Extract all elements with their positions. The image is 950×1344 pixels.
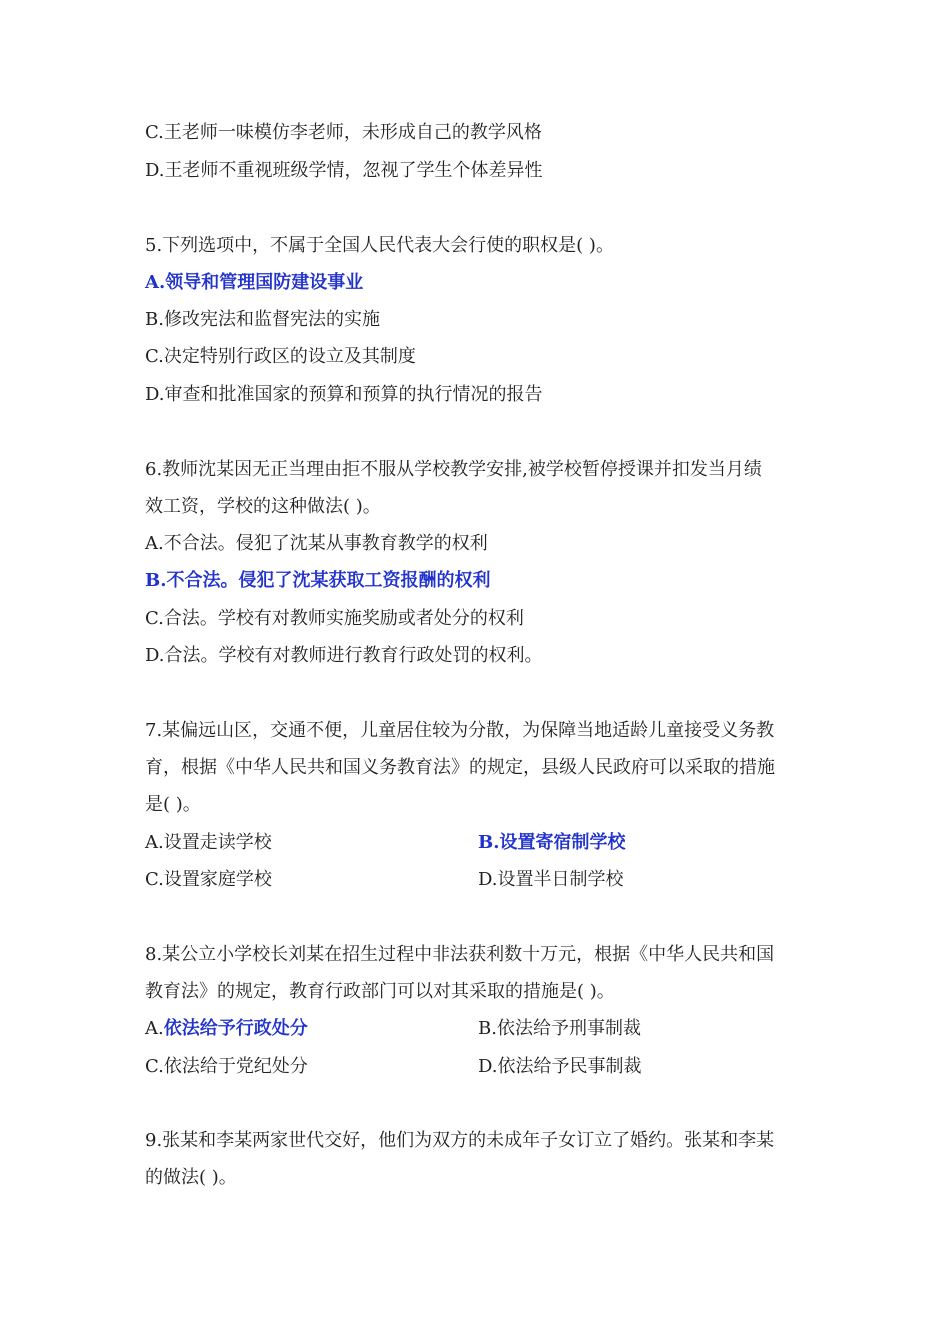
q8-option-a-answer: 依法给予行政处分 bbox=[163, 1018, 308, 1039]
q7-option-a: A.设置走读学校 bbox=[145, 832, 272, 853]
q8-stem-line-2: 教育法》的规定，教育行政部门可以对其采取的措施是( )。 bbox=[145, 981, 615, 1002]
q8-option-c: C.依法给于党纪处分 bbox=[145, 1056, 308, 1077]
q8-option-a bbox=[145, 1017, 308, 1041]
q5-option-a-answer: A.领导和管理国防建设事业 bbox=[145, 272, 364, 293]
q5-option-c: C.决定特别行政区的设立及其制度 bbox=[145, 346, 416, 367]
q5-option-d: D.审查和批准国家的预算和预算的执行情况的报告 bbox=[145, 384, 543, 405]
q9-stem-line-2: 的做法( )。 bbox=[145, 1167, 237, 1188]
q5-option-b: B.修改宪法和监督宪法的实施 bbox=[145, 309, 380, 330]
q7-option-c: C.设置家庭学校 bbox=[145, 869, 272, 890]
q5-stem: 5.下列选项中，不属于全国人民代表大会行使的职权是( )。 bbox=[145, 235, 614, 256]
q8-option-d: D.依法给予民事制裁 bbox=[478, 1056, 642, 1077]
q4-option-c: C.王老师一味模仿李老师，未形成自己的教学风格 bbox=[145, 122, 542, 143]
q7-stem-line-2: 育，根据《中华人民共和国义务教育法》的规定，县级人民政府可以采取的措施 bbox=[145, 757, 775, 778]
q6-stem-line-1: 6.教师沈某因无正当理由拒不服从学校教学安排,被学校暂停授课并扣发当月绩 bbox=[145, 459, 762, 480]
q7-option-d: D.设置半日制学校 bbox=[478, 869, 624, 890]
q7-stem-line-3: 是( )。 bbox=[145, 794, 201, 815]
q9-stem-line-1: 9.张某和李某两家世代交好，他们为双方的未成年子女订立了婚约。张某和李某 bbox=[145, 1130, 775, 1151]
q6-option-a: A.不合法。侵犯了沈某从事教育教学的权利 bbox=[145, 533, 488, 554]
q7-option-b-answer: B.设置寄宿制学校 bbox=[478, 832, 626, 853]
q8-stem-line-1: 8.某公立小学校长刘某在招生过程中非法获利数十万元，根据《中华人民共和国 bbox=[145, 944, 775, 965]
q7-stem-line-1: 7.某偏远山区，交通不便，儿童居住较为分散，为保障当地适龄儿童接受义务教 bbox=[145, 720, 775, 741]
q4-option-d: D.王老师不重视班级学情，忽视了学生个体差异性 bbox=[145, 160, 543, 181]
q6-stem-line-2: 效工资，学校的这种做法( )。 bbox=[145, 496, 381, 517]
q6-option-d: D.合法。学校有对教师进行教育行政处罚的权利。 bbox=[145, 645, 543, 666]
q8-option-a-prefix: A. bbox=[145, 1018, 164, 1039]
q6-option-b-answer: B.不合法。侵犯了沈某获取工资报酬的权利 bbox=[145, 570, 491, 591]
q8-option-b: B.依法给予刑事制裁 bbox=[478, 1018, 641, 1039]
q6-option-c: C.合法。学校有对教师实施奖励或者处分的权利 bbox=[145, 608, 524, 629]
